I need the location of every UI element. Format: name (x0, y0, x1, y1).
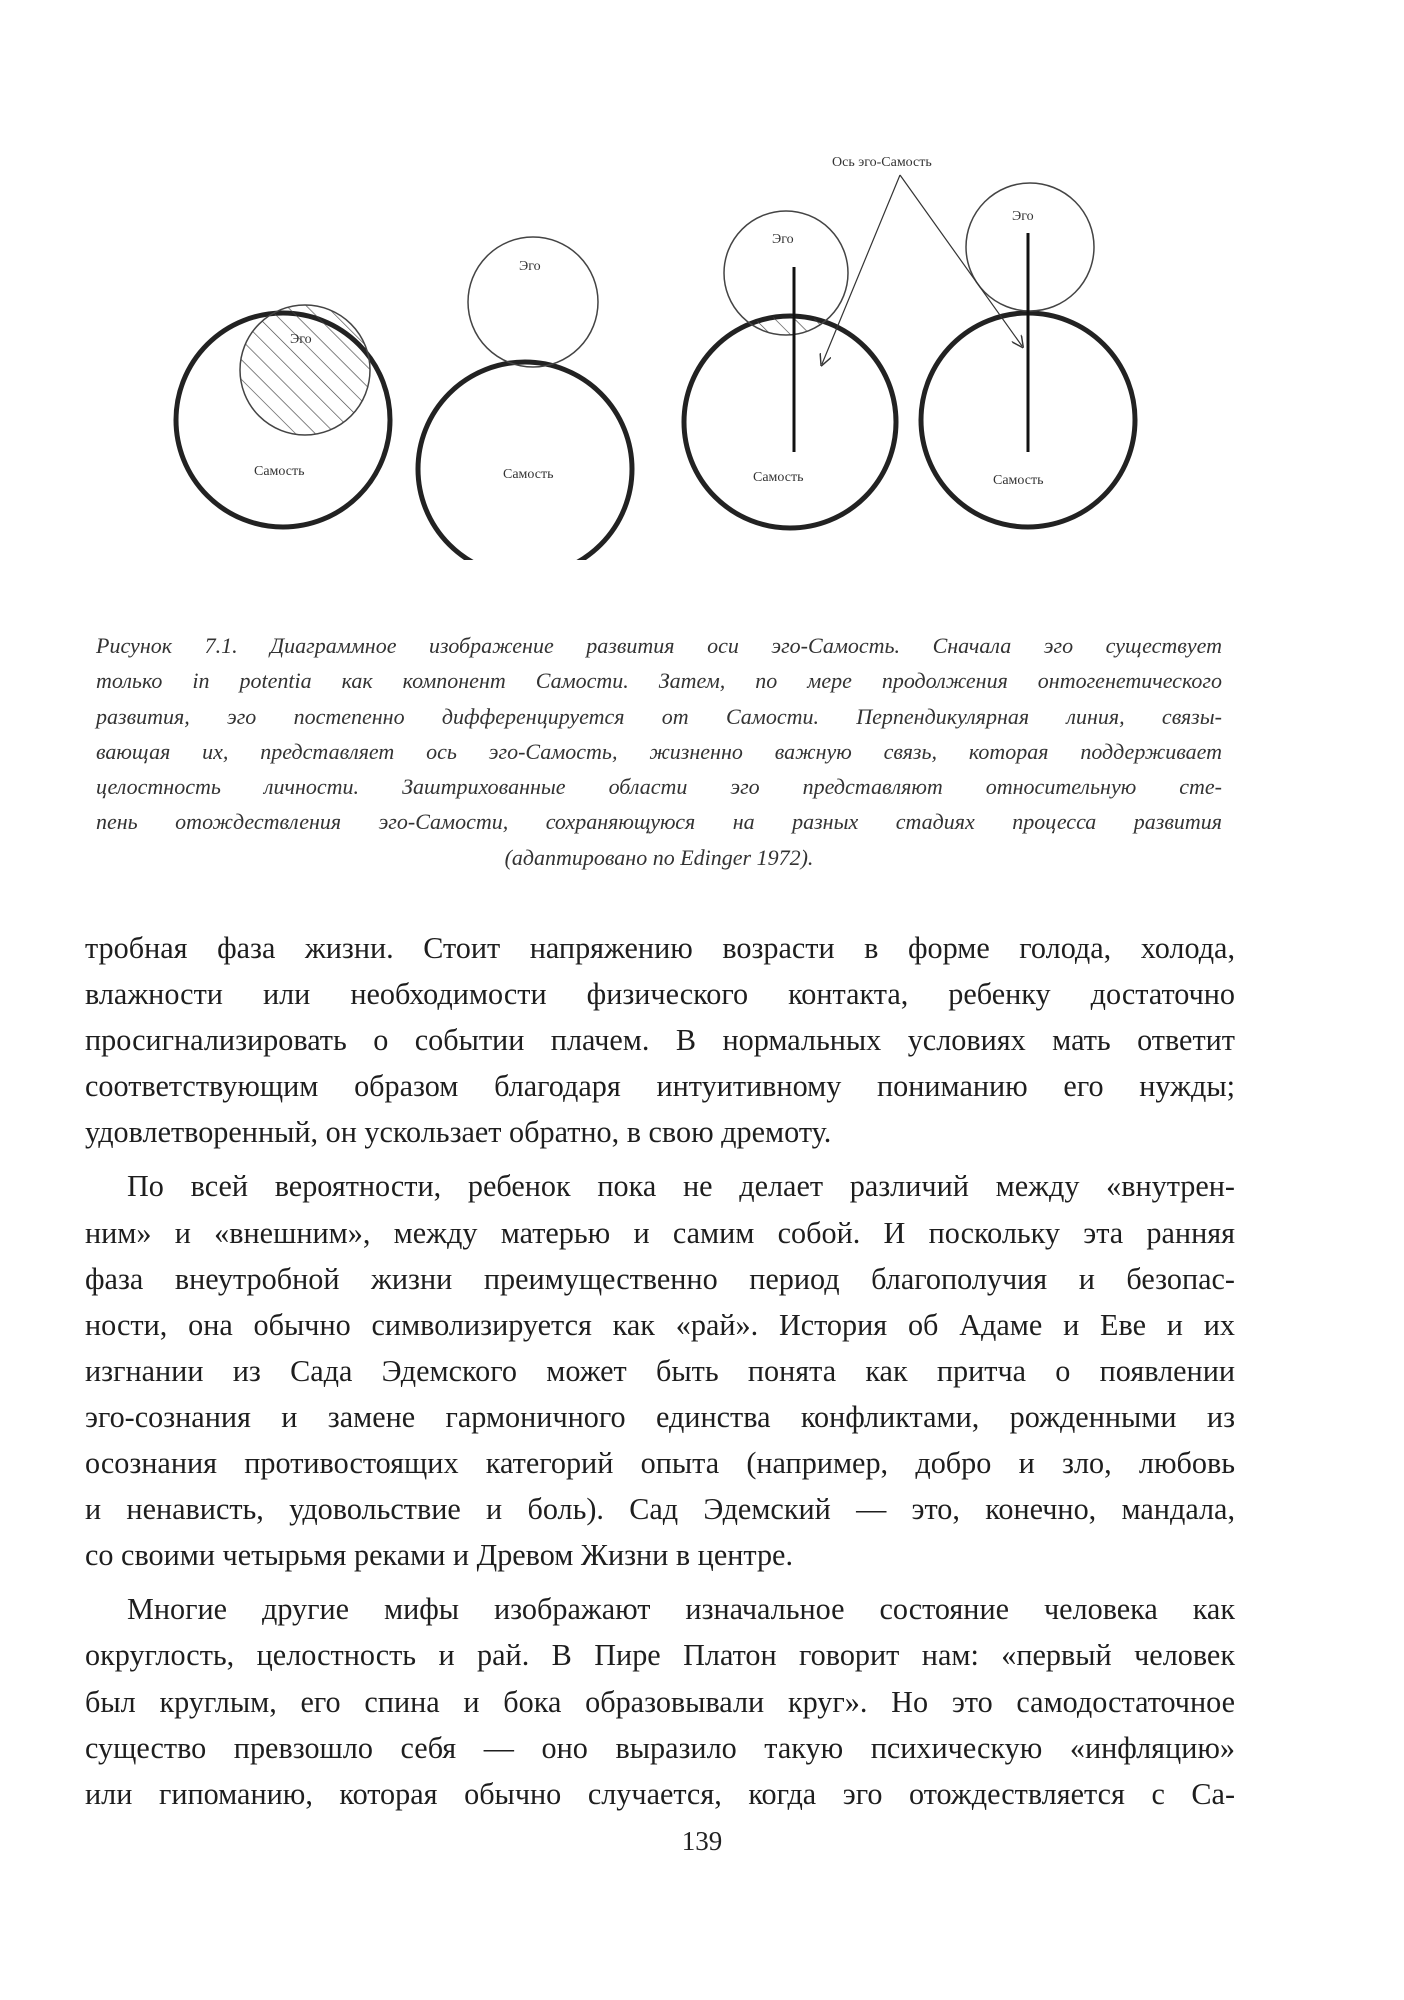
caption-line: Рисунок 7.1. Диаграммное изображение развития оси эго-Самость. Сначала эго существует (96, 633, 1222, 658)
self-circle-2 (418, 362, 632, 560)
ego-label-1: Эго (290, 332, 312, 347)
text-line: был круглым, его спина и бока образовывали круг». Но это самодостаточное (85, 1684, 1235, 1719)
text-line: влажности или необходимости физического контакта, ребенку достаточно (85, 977, 1235, 1012)
ego-label-4: Эго (1012, 209, 1034, 224)
self-label-3: Самость (753, 470, 804, 485)
ego-circle-1 (240, 305, 370, 435)
text-line: существо превзошло себя — оно выразило такую психическую «инфляцию» (85, 1730, 1235, 1765)
paragraph-3 (85, 1586, 1235, 1816)
caption-line: только in potentia как компонент Самости. Затем, по мере продолжения онтогенетического (96, 668, 1222, 694)
caption-line: пень отождествления эго-Самости, сохраняющуюся на разных стадиях процесса развития (96, 809, 1222, 835)
caption-line: (адаптировано по Edinger 1972). (504, 844, 814, 870)
axis-pointer-left (822, 175, 900, 364)
text-line: тробная фаза жизни. Стоит напряжению возрасти в форме голода, холода, (85, 931, 1235, 965)
self-label-2: Самость (503, 467, 554, 482)
self-label-4: Самость (993, 473, 1044, 488)
text-line: и ненависть, удовольствие и боль). Сад Эдемский — это, конечно, мандала, (85, 1492, 1235, 1527)
text-line: ности, она обычно символизируется как «рай». История об Адаме и Еве и их (85, 1307, 1235, 1342)
ego-self-axis-figure (0, 0, 1404, 560)
text-line: Многие другие мифы изображают изначальное состояние человека как (127, 1592, 1235, 1627)
text-line: осознания противостоящих категорий опыта (например, добро и зло, любовь (85, 1446, 1235, 1481)
text-line: эго-сознания и замене гармоничного единства конфликтами, рожденными из (85, 1399, 1235, 1434)
caption-line: целостность личности. Заштрихованные области эго представляют относительную сте- (96, 774, 1222, 800)
ego-circle-4 (966, 183, 1094, 311)
page-number: 139 (681, 1826, 723, 1856)
figure-caption (96, 628, 1222, 875)
body-text (85, 925, 1235, 1817)
text-line: удовлетворенный, он ускользает обратно, в свою дремоту. (85, 1115, 832, 1150)
axis-label: Ось эго-Самость (832, 155, 932, 170)
ego-circle-2 (468, 237, 598, 367)
text-line: или гипоманию, которая обычно случается, когда эго отождествляется с Са- (85, 1776, 1235, 1811)
paragraph-2 (85, 1163, 1235, 1578)
figure-diagram (0, 0, 1404, 560)
text-line: изгнании из Сада Эдемского может быть понята как притча о появлении (85, 1353, 1235, 1388)
ego-label-3: Эго (772, 232, 794, 247)
caption-line: развития, эго постепенно дифференцируется от Самости. Перпендикулярная линия, связы- (96, 703, 1222, 729)
text-line: По всей вероятности, ребенок пока не делает различий между «внутрен- (127, 1169, 1235, 1204)
caption-line: вающая их, представляет ось эго-Самость, жизненно важную связь, которая поддерживает (96, 738, 1222, 764)
text-line: со своими четырьмя реками и Древом Жизни в центре. (85, 1538, 793, 1573)
text-line: ним» и «внешним», между матерью и самим собой. И поскольку эта ранняя (85, 1215, 1235, 1250)
text-line: округлость, целостность и рай. В Пире Платон говорит нам: «первый человек (85, 1638, 1235, 1673)
self-label-1: Самость (254, 464, 305, 479)
ego-label-2: Эго (519, 259, 541, 274)
axis-pointer-right (900, 175, 1022, 346)
paragraph-1 (85, 925, 1235, 1155)
text-line: просигнализировать о событии плачем. В нормальных условиях мать ответит (85, 1023, 1235, 1058)
self-circle-3 (684, 316, 896, 528)
text-line: фаза внеутробной жизни преимущественно период благополучия и безопас- (85, 1261, 1235, 1296)
text-line: соответствующим образом благодаря интуитивному пониманию его нужды; (85, 1069, 1235, 1104)
